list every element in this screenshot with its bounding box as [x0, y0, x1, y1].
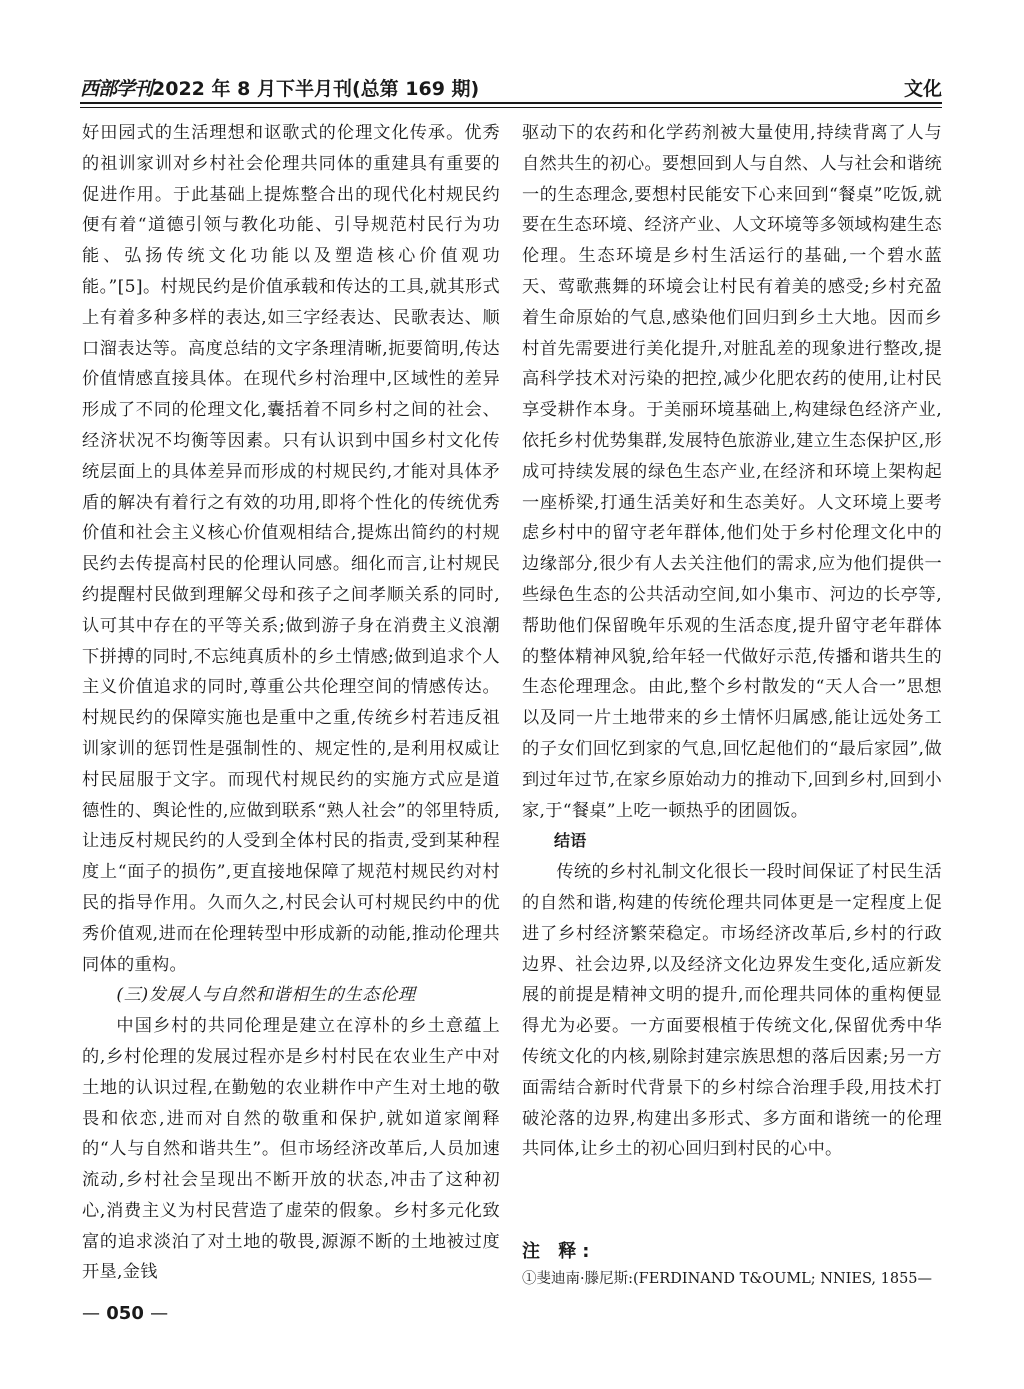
- paragraph-continued: 好田园式的生活理想和讴歌式的伦理文化传承。优秀的祖训家训对乡村社会伦理共同体的重建具有重要的促进作用。于此基础上提炼整合出的现代化村规民约便有着“道德引领与教化功能、引导规范村民行为功能、弘扬传统文化功能以及塑造核心价值观功能。”[5]。村规民约是价值承载和传达的工具,就其形式上有着多种多样的表达,如三字经表达、民歌表达、顺口溜表达等。高度总结的文字条理清晰,扼要简明,传达价值情感直接具体。在现代乡村治理中,区域性的差异形成了不同的伦理文化,囊括着不同乡村之间的社会、经济状况不均衡等因素。只有认识到中国乡村文化传统层面上的具体差异而形成的村规民约,才能对具体矛盾的解决有着行之有效的功用,即将个性化的传统优秀价值和社会主义核心价值观相结合,提炼出简约的村规民约去传提高村民的伦理认同感。细化而言,让村规民约提醒村民做到理解父母和孩子之间孝顺关系的同时,认可其中存在的平等关系;做到游子身在消费主义浪潮下拼搏的同时,不忘纯真质朴的乡土情感;做到追求个人主义价值追求的同时,尊重公共伦理空间的情感传达。村规民约的保障实施也是重中之重,传统乡村若违反祖训家训的惩罚性是强制性的、规定性的,是利用权威让村民屈服于文字。而现代村规民约的实施方式应是道德性的、舆论性的,应做到联系“熟人社会”的邻里特质,让违反村规民约的人受到全体村民的指责,受到某种程度上“面子的损伤”,更直接地保障了规范村规民约对村民的指导作用。久而久之,村民会认可村规民约中的优秀价值观,进而在伦理转型中形成新的动能,推动伦理共同体的重构。: [82, 123, 500, 975]
- issue-info: 2022 年 8 月下半月刊(总第 169 期): [152, 78, 480, 100]
- subsection-heading: (三)发展人与自然和谐相生的生态伦理: [116, 985, 416, 1006]
- right-column: [522, 118, 942, 1165]
- header-rule: [80, 102, 942, 104]
- notes-title: 注 释:: [522, 1241, 596, 1262]
- page-number: [82, 1303, 168, 1324]
- journal-logo: 西部学刊: [80, 78, 153, 100]
- section-label: 文化: [903, 78, 942, 100]
- paragraph: 中国乡村的共同伦理是建立在淳朴的乡土意蕴上的,乡村伦理的发展过程亦是乡村村民在农业生产中对土地的认识过程,在勤勉的农业耕作中产生对土地的敬畏和依恋,进而对自然的敬重和保护,就如道家阐释的“人与自然和谐共生”。但市场经济改革后,人员加速流动,乡村社会呈现出不断开放的状态,冲击了这种初心,消费主义为村民营造了虚荣的假象。乡村多元化致富的追求淡泊了对土地的敬畏,源源不断的土地被过度开垦,金钱: [82, 1016, 500, 1283]
- section-heading-conclusion: 结语: [554, 831, 587, 851]
- footnote-item: ①斐迪南·滕尼斯:(FERDINAND T&OUML; NNIES, 1855—: [522, 1271, 933, 1287]
- paragraph: 传统的乡村礼制文化很长一段时间保证了村民生活的自然和谐,构建的传统伦理共同体更是一定程度上促进了乡村经济繁荣稳定。市场经济改革后,乡村的行政边界、社会边界,以及经济文化边界发生变化,适应新发展的前提是精神文明的提升,而伦理共同体的重构便显得尤为必要。一方面要根植于传统文化,保留优秀中华传统文化的内核,剔除封建宗族思想的落后因素;另一方面需结合新时代背景下的乡村综合治理手段,用技术打破沦落的边界,构建出多形式、多方面和谐统一的伦理共同体,让乡土的初心回归到村民的心中。: [522, 862, 942, 1160]
- page-dash-right: —: [150, 1303, 169, 1324]
- page-number-value: 050: [106, 1303, 144, 1324]
- page-header: [80, 70, 942, 104]
- paragraph-continued: 驱动下的农药和化学药剂被大量使用,持续背离了人与自然共生的初心。要想回到人与自然、人与社会和谐统一的生态理念,要想村民能安下心来回到“餐桌”吃饭,就要在生态环境、经济产业、人文环境等多领域构建生态伦理。生态环境是乡村生活运行的基础,一个碧水蓝天、莺歌燕舞的环境会让村民有着美的感受;乡村充盈着生命原始的气息,感染他们回归到乡土大地。因而乡村首先需要进行美化提升,对脏乱差的现象进行整改,提高科学技术对污染的把控,减少化肥农药的使用,让村民享受耕作本身。于美丽环境基础上,构建绿色经济产业,依托乡村优势集群,发展特色旅游业,建立生态保护区,形成可持续发展的绿色生态产业,在经济和环境上架构起一座桥梁,打通生活美好和生态美好。人文环境上要考虑乡村中的留守老年群体,他们处于乡村伦理文化中的边缘部分,很少有人去关注他们的需求,应为他们提供一些绿色生态的公共活动空间,如小集市、河边的长亭等,帮助他们保留晚年乐观的生活态度,提升留守老年群体的整体精神风貌,给年轻一代做好示范,传播和谐共生的生态伦理理念。由此,整个乡村散发的“天人合一”思想以及同一片土地带来的乡土情怀归属感,能让远处务工的子女们回忆到家的气息,回忆起他们的“最后家园”,做到过年过节,在家乡原始动力的推动下,回到乡村,回到小家,于“餐桌”上吃一顿热乎的团圆饭。: [522, 123, 942, 821]
- left-column: [82, 118, 500, 1288]
- header-rule-thin: [80, 107, 942, 108]
- page-dash-left: —: [82, 1303, 100, 1324]
- header-journal-info: [80, 74, 479, 101]
